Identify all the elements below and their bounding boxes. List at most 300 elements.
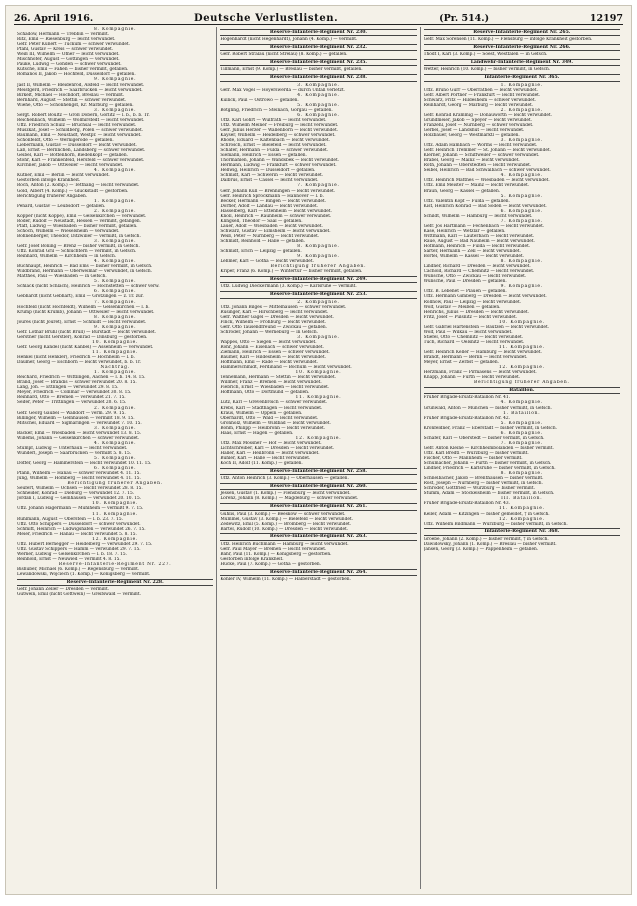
casualty-entry: Klerner, Johann — Schiffweiler — schwer verwundet. [423, 153, 540, 159]
casualty-entry: Klingsell, Theodor — Saal — gefallen. [220, 218, 303, 224]
casualty-entry: Seibel, Heinrich — Bad Schwalbach — schwer verwundet. [423, 168, 551, 174]
subheading: 8. Kompagnie. [93, 314, 137, 320]
subheading: 4. Kompagnie. [93, 440, 137, 446]
casualty-entry: Uffz. Hermann Gimberg — Dresden — leicht verwundet. [423, 294, 547, 300]
casualty-entry: Grünwald, Anton — München — bisher vermißt, in Gefsch. [423, 405, 552, 411]
casualty-entry: Dawidowsky, Johann (1. Komp.) — Breslau — bisher vermißt. [423, 541, 557, 547]
casualty-entry: Gefr. Johann Kull — Brenningen — leicht verwundet. [220, 188, 336, 194]
casualty-entry: Schmitt, Heinrich — Ludwigshafen — verwundet 26. 7. 15. [17, 526, 146, 532]
casualty-entry: Finck, Wilhelm — Frohburg — leicht verwundet. [220, 319, 326, 325]
casualty-entry: Rüsinger, Karl — Hirschberg — leicht verwundet. [220, 309, 329, 315]
casualty-entry: Böhnenberger, Theodor, Ditzwiller — vermißt, in Gefsch. [17, 233, 141, 239]
subheading: 6. Kompagnie. [500, 208, 544, 214]
casualty-entry: Reinhard, Otto — Bremen — verwundet 21. 7. 15. [17, 395, 126, 401]
subheading: 5. Kompagnie. [500, 420, 544, 426]
casualty-entry: Willems, Johann — Gelsenkirchen — schwer verwundet. [17, 435, 140, 441]
subheading: 1. Kompagnie. [93, 198, 137, 204]
regiment-heading: Reserve-Infanterie-Regiment Nr. 230. [220, 29, 416, 37]
casualty-entry: Liebermann, Gustav — Düsseldorf — leicht verwundet. [17, 143, 137, 149]
text-columns [14, 27, 623, 889]
subheading: 6. Kompagnie. [500, 430, 544, 436]
casualty-entry: Kraus, Wilhelm — Oppeln — gefallen. [220, 410, 303, 416]
casualty-entry: Weiß, Peter — Nürnberg — leicht verwundet. [220, 233, 320, 239]
subheading: 12. Kompagnie. [498, 516, 545, 522]
column-1 [14, 27, 217, 889]
casualty-entry: Ruhlmann, August — Oberstein — l. b. 23. 7. 15. [17, 516, 123, 522]
casualty-entry: Haas, Ernst — Hagen — gefallen. [220, 430, 294, 436]
casualty-entry: Raue, August — Bad Nauheim — leicht verwundet. [423, 238, 535, 244]
casualty-entry: Uffz. Heinrich Buchmann — Hamburg — leicht verwundet. [220, 541, 349, 547]
subheading: 9. Kompagnie. [93, 324, 137, 330]
casualty-entry: Döffer, Georg — Hammerstein — leicht verwundet 10. 11. 15. [17, 461, 152, 467]
casualty-entry: Schönfeldt, Otto — Wernigerode — gefallen. [17, 138, 114, 144]
subheading: Berichtigung früherer Angaben. [67, 481, 163, 487]
casualty-entry: Uffz. Karl Gohrt — Wülfrath — leicht verwundet. [220, 117, 327, 123]
casualty-entry: Gutwein, Emil (nicht Gottwein) — Greifswald — vermißt. [17, 592, 141, 598]
casualty-entry: Uffz. Konrad Gril — Schlüchtern — vermißt, in Gefsch. [17, 249, 137, 255]
subheading: 7. Kompagnie. [500, 218, 544, 224]
casualty-entry: Uffz. Otto Schippers — Düsseldorf — schwer verwundet. [17, 521, 141, 527]
header-page-number: 12197 [589, 13, 623, 24]
casualty-entry: Mummel, Gustav (3. Komp.) — Bielefeld — leicht verwundet. [220, 516, 353, 522]
casualty-entry: Muszkat, Josef — Schildberg, Polen — schwer verwundet. [17, 127, 144, 133]
casualty-entry: Groebe, Johann (2. Komp.) — bisher vermißt, † in Gefsch. [423, 536, 549, 542]
casualty-entry: Wittmann, Karl — Lauterbach — leicht verwundet. [423, 233, 535, 239]
casualty-entry: Pfahl, Gustav — Kreis — schwer verwundet. [17, 47, 114, 53]
casualty-entry: Stumpf, Ludwig — Unterhaun — leicht verwundet. [17, 445, 128, 451]
casualty-entry: Jansen, Georg (3. Komp.) — Pappenheim — gefallen. [423, 546, 539, 552]
subheading: 2. Kompagnie. [500, 107, 544, 113]
subheading: 11. Kompagnie. [92, 511, 139, 517]
subheading: 10. Kompagnie. [92, 501, 139, 507]
casualty-entry: Thodt I, Karl (3. Komp.) — Soest, Westfalen — in Gefsch. [423, 52, 548, 58]
casualty-entry: Cachold, Richard — Chemnitz — leicht verwundet. [423, 269, 535, 275]
casualty-entry: Meier, Friedrich — Hanau — leicht verwundet 5. 8. 15. [17, 531, 137, 537]
subheading: 12. Kompagnie. [498, 365, 545, 371]
casualty-entry: Lorenz, Johann (8. Komp.) — Magdeburg — schwer verwundet. [220, 496, 359, 502]
subheading: 4. Kompagnie. [500, 173, 544, 179]
casualty-entry: Meyer, Ernst — Zerbst — gefallen. [423, 360, 499, 366]
casualty-entry: Schäfer, Hermann — Fulda — schwer verwundet. [220, 148, 329, 154]
casualty-entry: Gefr. Paul Mayer — Bremen — leicht verwundet. [220, 546, 327, 552]
subheading: 11. Kompagnie. [295, 395, 342, 401]
subheading: 4. Kompagnie. [297, 92, 340, 98]
casualty-entry: Hellwig, Heinrich — Düsseldorf — gefallen. [220, 168, 316, 174]
casualty-entry: Reichard, Friedrich — Wittlingen, Aachen — l. b. 14. 8. 15. [17, 375, 146, 381]
casualty-entry: Uffz. Hubert Bernegger — Heidelberg — verwundet 29. 7. 15. [17, 541, 153, 547]
casualty-entry: Käse, Heinrich — Wetzlar — gefallen. [423, 228, 506, 234]
casualty-entry: Früher Brigade-Ersatz-Bataillon Nr. 42. [423, 415, 510, 421]
casualty-entry: Koch II, Adolf (11. Komp.) — gefallen. [220, 461, 303, 467]
subheading: 9. Kompagnie. [500, 284, 544, 290]
casualty-entry: Meistgerd, Friedrich — Saarbrücken — leicht verwundet. [17, 87, 143, 93]
casualty-entry: Schmidt, Karl — Schwerin — leicht verwundet. [220, 173, 324, 179]
casualty-entry: Braun, Georg — Kassel — gefallen. [423, 188, 501, 194]
casualty-entry: Holzbauer, Georg — Westmarktl — gefallen. [423, 132, 520, 138]
casualty-entry: Uffz. Wilhelm Bildmann — Würzburg — bisher vermißt, in Gefsch. [423, 521, 568, 527]
casualty-entry: Gestorben infolge Krankheit. [220, 556, 284, 562]
casualty-entry: Pfaff, Ludwig — Wiesbaden — bisher vermißt, gefallen. [17, 223, 138, 229]
regiment-heading: Reserve-Infanterie-Regiment Nr. 265. [424, 29, 620, 37]
subheading: 11. Kompagnie. [92, 350, 139, 355]
casualty-entry: Billinger, Wilhelm — Gelnhausen — vermißt 18. 9. 15. [17, 415, 135, 421]
casualty-entry: Wolf, Gustav — Meißen — gefallen. [423, 304, 501, 310]
subheading: 7. Kompagnie. [297, 183, 340, 189]
casualty-entry: Schnelbacher, Jakob — Brenthausen — bisher vermißt. [423, 476, 544, 482]
casualty-entry: Hammerschmidt, Ferdinand — Bochum — leicht verwundet. [220, 365, 352, 371]
casualty-entry: Hofmann, Heinrich — Fulda — leicht verwundet. [423, 244, 531, 250]
casualty-entry: Berichtigung früherer Angaben. [17, 193, 88, 199]
casualty-entry: Gefr. Max Sorensen (11. Komp.) — Flensburg — infolge Krankheit gestorben. [423, 37, 593, 43]
subheading: 2. Kompagnie. [93, 405, 137, 411]
subheading: 3. Kompagnie. [297, 334, 340, 340]
subheading: 5. Kompagnie. [93, 279, 137, 285]
casualty-entry: Früher Brigade-Ersatz-Bataillon Nr. 41. [423, 395, 510, 401]
casualty-entry: Reinhard, Wilhelm — Kirchheim — in Gefsch. [17, 254, 117, 260]
subheading: 12. Kompagnie. [295, 435, 342, 441]
casualty-entry: Schlack (nicht Schlach), Heinrich — Hochstetten — schwer verw. [17, 284, 160, 290]
casualty-entry: Fritz, Josef — Pulsnitz — leicht verwundet. [423, 314, 518, 320]
casualty-entry: Schmidt, Erich — Leipzig — gefallen. [220, 249, 302, 255]
casualty-entry: Rohr, Johann — Eisenach — schwer verwundet. [220, 344, 324, 350]
casualty-entry: Uffz. Adam Hambach — Worms — leicht verwundet. [423, 143, 538, 149]
column-3 [421, 27, 623, 889]
header-title: Deutsche Verlustlisten. [193, 13, 339, 24]
casualty-entry: Uffz. Karl Bredtl — Würzburg — bisher vermißt. [423, 450, 529, 456]
casualty-entry: Baumann, Emil — Neustadt, Westpr. — leicht verwundet. [17, 132, 142, 138]
subheading: 1. Kompagnie. [93, 370, 137, 376]
casualty-entry: Bernhard, August — Stettin — schwer verwundet. [17, 97, 127, 103]
casualty-entry: Haller, Karl — Heilbronn — leicht verwundet. [220, 450, 320, 456]
casualty-entry: Rhode, Eduard — Kaltenbach — leicht verwundet. [220, 138, 330, 144]
casualty-entry: Penard, Gustav — Leubsdorf — gefallen. [17, 203, 106, 209]
casualty-entry: Reichenbach, Wilhelm — Wolmirstedt — leicht verwundet. [17, 117, 145, 123]
subheading: 2. Kompagnie. [297, 299, 340, 305]
casualty-entry: Oberhardt, Otto — Wald — leicht verwundet. [220, 415, 319, 421]
casualty-entry: Wildbrand, Hermann — Oberweimar — verwundet, in Gefsch. [17, 269, 152, 275]
subheading: 10. Kompagnie. [498, 319, 545, 325]
casualty-entry: Rollnow, Paul — Leipzig — leicht verwundet. [423, 299, 522, 305]
regiment-heading: Reserve-Infanterie-Regiment Nr. 260. [220, 483, 416, 491]
casualty-entry: Dalbrus, Ernst — Cassel — leicht verwundet. [220, 178, 319, 184]
casualty-entry: Schröder, Gottfried — Würzburg — bisher vermißt. [423, 486, 536, 492]
casualty-entry: Wünsche, Otto — Zwickau — leicht verwundet. [423, 274, 527, 280]
casualty-entry: Wiehe, Otto — Schönhengst, Kr. Marburg — gefallen. [17, 102, 134, 108]
casualty-entry: Hochfeld (nicht Hochfeldt), Wilhelm — Gelsenkirchen — l. b. [17, 304, 150, 310]
casualty-entry: Gefr. Josef Böning — Brenz — bisher vermißt, in Gefsch. [17, 244, 140, 250]
casualty-entry: Böhm, Philipp — Heilbronn — leicht verwundet. [220, 425, 326, 431]
casualty-entry: Gühlis, Paul (3. Komp.) — Beeskow — schwer verwundet. [220, 511, 346, 517]
casualty-entry: Kriper, Franz (6. Komp.) — Wintertur — bisher vermißt, gefallen. [220, 269, 363, 275]
casualty-entry: Schröder, Johann — Werneburg — in Gefsch. [220, 329, 319, 335]
casualty-entry: Zedewitz, Emil (5. Komp.) — Bromberg — leicht verwundet. [220, 521, 352, 527]
casualty-entry: Uffz. Anton Heinrich (3. Komp.) — Oberhausen — gefallen. [220, 476, 349, 482]
casualty-entry: Kist, Heinrich Konrad — Bad Soden — leicht verwundet. [423, 203, 547, 209]
casualty-entry: Stiefel, Otto — Chemnitz — leicht verwundet. [423, 334, 524, 340]
casualty-entry: Gefr. Max Vogel — Hoyerswerda — durch Unfall verletzt. [220, 87, 345, 93]
regiment-heading: Bataillon. [424, 387, 620, 395]
subheading: 10. Kompagnie. [92, 339, 139, 345]
subheading: 1. Kompagnie. [500, 82, 544, 88]
casualty-entry: Uffz. Heinrich Matthes — Wiesbaden — leicht verwundet. [423, 178, 550, 184]
subheading: 4. Kompagnie. [93, 168, 137, 174]
casualty-entry: Schrösch, Ernst — Bielefeld — leicht verwundet. [220, 143, 327, 149]
subheading: 9. Kompagnie. [297, 254, 340, 260]
casualty-entry: Ritz, Emil — Riesenburg — leicht verwundet. [17, 37, 116, 43]
casualty-entry: Hermann, Ludwig — Frankfurt — schwer verwundet. [220, 163, 337, 169]
casualty-entry: Hogenhardt (nicht Hegenhardt), Johann (4. Komp.) — vermißt. [220, 37, 358, 43]
casualty-entry: Fischer, Otto — Mannheim — bisher vermißt. [423, 455, 523, 461]
casualty-entry: Köhler IV, Wilhelm (11. Komp.) — Halberstadt — gestorben. [220, 577, 351, 583]
casualty-entry: Schneider, Konrad — Dieburg — verwundet 12. 7. 15. [17, 491, 135, 497]
page-header [14, 9, 623, 25]
regiment-heading: Reserve-Infanterie-Regiment Nr. 228. [17, 579, 213, 587]
regiment-heading: Reserve-Infanterie-Regiment Nr. 232. [220, 44, 416, 52]
casualty-entry: Wappes, Otto — Siegen — leicht verwundet. [220, 339, 317, 345]
casualty-entry: Gefr. Walther Gagel — Dresden — leicht verwundet. [220, 314, 334, 320]
casualty-entry: Gefr. Heinrich Keller — Hamburg — leicht verwundet. [423, 350, 542, 355]
subheading: Berichtigung früherer Angaben. [473, 380, 570, 386]
casualty-entry: Lutz, Karl — Grevenbroich — schwer verwundet. [220, 400, 328, 406]
casualty-entry: Lichtschreiber, Karl — Dresden — leicht verwundet. [220, 445, 335, 451]
regiment-heading: Reserve-Infanterie-Regiment Nr. 264. [220, 569, 416, 577]
casualty-entry: Mischhöfer, August — Göttingen — verwundet. [17, 57, 120, 63]
subheading: 1. Bataillon. [503, 410, 541, 416]
casualty-entry: Wetter, Heinrich (10. Komp.) — bisher vermißt, in Gefsch. [423, 67, 551, 73]
casualty-entry: Matthes, Paul — Wiesbaden — in Gefsch. [17, 274, 107, 280]
casualty-entry: Uffz. Ludwig Dieckermann (3. Komp.) — Karlsruhe — vermißt. [220, 284, 357, 290]
casualty-entry: Kutsche, Emil — Fähen — bisher vermißt, gefallen. [17, 67, 129, 73]
casualty-entry: Krebs, Karl — Stadthagen — leicht verwundet. [220, 405, 323, 411]
casualty-entry: Meyer, Friedrich — Cölnmar — verwundet 30. 8. 15. [17, 390, 132, 396]
casualty-entry: Kayser, Wilhelm — Heidelberg — schwer verwundet. [220, 132, 336, 138]
casualty-entry: Lindner, Richard — Dresden — leicht verwundet. [423, 264, 531, 270]
casualty-entry: Bötgling, Friedrich — Steinach, Gorgau — gefallen. [220, 107, 333, 113]
casualty-entry: Geibel, Karl — Bottenhorn, Biedenkopf — gefallen. [17, 153, 128, 159]
subheading: 3. Kompagnie. [500, 138, 544, 144]
subheading: 12. Kompagnie. [92, 536, 139, 542]
casualty-entry: Brandt, Hermann — Berlin — leicht verwundet. [423, 355, 528, 361]
casualty-entry: Bartel, Rudolf (10. Komp.) — Dresden — leicht verwundet. [220, 526, 349, 532]
casualty-entry: Bishuber, Michael (6. Komp.) — Regensburg — vermißt. [17, 567, 140, 573]
casualty-entry: Gebhardt (nicht Gebhart), Emil — Grötzingen — z. Tr. zur. [17, 294, 144, 300]
casualty-entry: Tennemann, Hermann — Stettin — leicht verwundet. [220, 375, 336, 381]
column-2 [217, 27, 420, 889]
casualty-entry: Schumacher, Johann — Fürth — bisher vermißt, in Gefsch. [423, 461, 552, 467]
casualty-entry: Franzehl, Josef — Nürnberg — schwer verwundet. [423, 122, 534, 128]
casualty-entry: Gefr. Robert Stralau (nicht Strelau) (8. Komp.) — gefallen. [220, 52, 348, 58]
subheading: 8. Kompagnie. [500, 471, 544, 477]
casualty-entry: Gefr. Albert Portner — Frankfurt — leicht verwundet. [423, 92, 541, 98]
casualty-entry: Bäcker, Emil — Wiesbaden — leicht verwundet 13. 8. 15. [17, 430, 142, 436]
casualty-entry: Kullick, Paul — Ostrowo — gefallen. [220, 97, 299, 103]
subheading: 4. Kompagnie. [500, 400, 544, 406]
regiment-heading: Reserve-Infanterie-Regiment Nr. 238. [220, 74, 416, 82]
regiment-heading: Reserve-Infanterie-Regiment Nr. 258. [220, 468, 416, 476]
casualty-entry: Schoch, Wilhelm — Wieselsheim — verwundet. [17, 228, 120, 234]
subheading: 6. Kompagnie. [93, 289, 137, 295]
casualty-entry: Daumer, Georg — Eschborn — leicht verwundet, b. b. Tr. [17, 360, 142, 366]
casualty-entry: Henkel (nicht Henkler), Friedrich — Hochheim — l. b. [17, 355, 135, 361]
casualty-entry: Gronholz, Wilhelm — Wildbad — leicht verwundet. [220, 420, 331, 426]
casualty-entry: Früher Brigade-Ersatz-Bataillon Nr. 43. [423, 501, 510, 507]
casualty-entry: Hoffmann, Otto — Dortmund — gefallen. [220, 390, 310, 396]
subheading: 10. Kompagnie. [295, 370, 342, 376]
casualty-entry: Uffz. Max Mössner — Hof — leicht verwundet. [220, 440, 322, 446]
regiment-heading: Reserve-Infanterie-Regiment Nr. 249. [220, 276, 416, 284]
casualty-entry: Mitschel, Eduard — Sigmaringen — verwundet 7. 10. 15. [17, 420, 142, 426]
regiment-heading: Landwehr-Infanterie-Regiment Nr. 349. [424, 59, 620, 67]
casualty-entry: Hucke, Paul (7. Komp.) — Gotha — gestorben. [220, 561, 322, 567]
subheading: 3. Kompagnie. [93, 238, 137, 244]
casualty-entry: Köpper (nicht Köppe), Emil — Gelsenkirchen — verwundet. [17, 213, 147, 219]
subheading: 6. Kompagnie. [93, 466, 137, 472]
casualty-entry: Uffz. Johann Bilges — Mittelhausen — schwer verwundet. [220, 304, 347, 310]
casualty-entry: Roch, Anton (2. Komp.) — Tettnang — leicht verwundet. [17, 183, 140, 189]
casualty-entry: Uffz. Valentin Kopf — Fulda — gefallen. [423, 198, 510, 204]
header-date: 26. April 1916. [14, 13, 94, 24]
casualty-entry: Reinhardt, Georg — Marburg — leicht verwundet. [423, 102, 534, 108]
casualty-entry: Krump (nicht Krumb), Johann — Ottweiler — leicht verwundet. [17, 309, 155, 315]
casualty-entry: Keller, Adam — Kitzingen — bisher gemeldet, † in Gefsch. [423, 511, 550, 517]
casualty-entry: Kütner, Emil — Berlin — leicht verwundet. [17, 173, 110, 179]
casualty-entry: Gold, Albert (4. Komp.) — Glückstadt — gestorben. [17, 188, 129, 194]
casualty-entry: Gefr. Jos Hartmann — Fechenbach — leicht verwundet. [423, 223, 545, 229]
casualty-entry: Schildt, Wilhelm — Hamburg — leicht verwundet. [423, 213, 533, 219]
casualty-entry: Sarter, Hermann — Zell — leicht verwundet. [423, 249, 521, 255]
casualty-entry: Uffz. Wilhelm Meiner — Freiburg — leicht verwundet. [220, 122, 339, 128]
subheading: 3. Kompagnie. [93, 425, 137, 431]
casualty-entry: Gefr. Gabriel Hartenstein — Bautzen — leicht verwundet. [423, 324, 550, 330]
casualty-entry: Fiebrich, Ernst — Wiesbaden — leicht verwundet. [220, 385, 330, 391]
casualty-entry: Schwarz, Fritz — Hildesheim — schwer verwundet. [423, 97, 536, 103]
casualty-entry: Grundmeier, Jakob — Speyer — leicht verwundet. [423, 117, 533, 123]
casualty-entry: Brabel, Georg — Mainz — leicht verwundet. [423, 158, 520, 164]
casualty-entry: Schäfer, Karl — Oberstedt — bisher vermißt, in Gefsch. [423, 435, 545, 441]
subheading: 7. Kompagnie. [500, 440, 544, 446]
subheading: 5. Kompagnie. [500, 193, 544, 199]
subheading: Reserve-Infanterie-Regiment Nr. 227. [58, 561, 172, 567]
casualty-entry: Dörfler, Adolf — Landau — leicht verwundet. [220, 203, 319, 209]
casualty-entry: Tillmann, Ernst (9. Komp.) — Breslau — bisher vermißt, gefallen. [220, 67, 363, 73]
casualty-entry: Schmidt, Reinhold — Halle — gefallen. [220, 238, 306, 244]
casualty-entry: Gefr. Heinrich Sprockmann — Hannover — l. b. [220, 193, 324, 199]
casualty-entry: Gefr. Georg Gaubel — Walldorf — verm. 29. 9. 15. [17, 410, 126, 416]
subheading: 6. Kompagnie. [297, 112, 340, 118]
casualty-entry: Laß, Ernst — Berlinchen, Landsberg — schwer verwundet. [17, 148, 146, 154]
subheading: 2. Kompagnie. [93, 208, 137, 214]
regiment-heading: Infanterie-Regiment Nr. 365. [424, 74, 620, 82]
casualty-entry: Uffz. Emil Meister — Mainz — leicht verwundet. [423, 183, 530, 189]
casualty-entry: Pauke, Ludwig — Gohden — schwer verwundet. [17, 62, 122, 68]
casualty-entry: Gerstner (nicht Gerstler), Konrad — Dinsburg — gestorben. [17, 334, 148, 340]
casualty-entry: Buchhaupt, Heinrich — Bad Ems — bisher vermißt, in Gefsch. [17, 264, 153, 270]
casualty-entry: Rost, Joseph — Nürnberg — bisher vermißt, in Gefsch. [423, 481, 543, 487]
casualty-entry: Knoll, Heinrich — Raunheim — schwer verwundet. [220, 213, 332, 219]
casualty-entry: Tuch, Richard — Oelsnitz — leicht verwundet. [423, 339, 525, 345]
casualty-entry: Stumm, Adam — Stöckelsheim — bisher vermißt, in Gefsch. [423, 491, 555, 497]
casualty-entry: Hoffmann, Emil — Rade — leicht verwundet. [220, 360, 319, 366]
subheading: 8. Kompagnie. [500, 259, 544, 265]
casualty-entry: Jung, Wilhelm — Homberg — leicht verwundet 4. 11. 15. [17, 476, 141, 482]
casualty-entry: Gefr. Julius Herzer — Wallenborn — leicht verwundet. [220, 127, 339, 133]
casualty-entry: Reinhold, Ernst — Neuwied — vermißt 4. 8. 15. [17, 556, 121, 562]
casualty-entry: Birkelt, Michael — Hochdorf, Breslau — vermißt. [17, 92, 125, 98]
subheading: Nachtrag. [100, 365, 130, 371]
casualty-entry: Kirchner, Jakob — Ottweiler — leicht verwundet. [17, 163, 124, 169]
subheading: 8. Kompagnie. [93, 27, 137, 32]
casualty-entry: Seufert, Wilhelm — Ochsen — leicht verwundet 28. 8. 15. [17, 486, 143, 492]
casualty-entry: Jordan I, Ludwig — Gelnhausen — verwundet 20. 10. 15. [17, 496, 142, 502]
casualty-entry: Brand, Josef — Brandis — schwer verwundet 20. 8. 15. [17, 380, 137, 386]
subheading: 7. Kompagnie. [93, 299, 137, 305]
casualty-entry: Gefr. Heinrich Tremmer — St. Johann — leicht verwundet. [423, 148, 551, 154]
casualty-entry: Becker, Hermann — Bingen — leicht verwundet. [220, 198, 327, 204]
casualty-entry: Sergt. Robert Boultz — Groß Döbern, Görlitz — l. b., b. b. Tr. [17, 112, 150, 118]
casualty-entry: Willmer, Franz — Bremen — leicht verwundet. [220, 380, 322, 386]
casualty-entry: Uffz. Bruno Gürr — Oberrathen — leicht verwundet. [423, 87, 538, 93]
casualty-entry: Gefr. Lothar Brühl (nicht Brüll) — Bürstadt — leicht verwundet. [17, 329, 156, 335]
subheading: 4. Kompagnie. [93, 259, 137, 265]
casualty-entry: Lehmer, Karl — Gotha — leicht verwundet. [220, 259, 314, 265]
casualty-entry: Wolf, Paul — Wilkau — leicht verwundet. [423, 329, 513, 335]
regiment-heading: Reserve-Infanterie-Regiment Nr. 235. [220, 59, 416, 67]
casualty-entry: Gefr. Otto Tausendfreund — Zwickau — gefallen. [220, 324, 328, 330]
casualty-entry: Stöhr, Karl — Frankenfeld, Hersfeld — schwer verwundet. [17, 158, 145, 164]
subheading: 11. Kompagnie. [498, 344, 545, 350]
casualty-entry: Uffz. B. Lebenet — Plauen — gefallen. [423, 289, 507, 295]
casualty-entry: Gefr. Peter Kunert — Tuckum — schwer verwundet. [17, 42, 130, 48]
casualty-entry: Roder, Rudolf — Neustadt, Hessen — vermißt, gefangen. [17, 218, 142, 224]
casualty-entry: Gefr. Johann Zeller — Dresden — vermißt. [17, 587, 110, 593]
subheading: Berichtigung früherer Angaben. [270, 264, 367, 270]
casualty-entry: Lindner, Friedrich — Karlsruhe — bisher vermißt, in Gefsch. [423, 466, 556, 472]
casualty-entry: Gefr. Georg Kandel (nicht Kanbel) — Assenheim — verwundet. [17, 344, 154, 350]
subheading: 3. Kompagnie. [297, 82, 340, 88]
casualty-entry: Henrichs, Julius — Dresden — leicht verwundet. [423, 309, 530, 315]
casualty-entry: Uffz. Gustav Schippers — Hamm — verwundet 29. 7. 15. [17, 546, 141, 552]
casualty-entry: Uffz. Friedrich Schulz — Bruchsal — leicht verwundet. [17, 122, 137, 128]
casualty-entry: Gefr. Konrad Krammig — Donauwörth — leicht verwundet. [423, 112, 552, 118]
casualty-entry: Seifer, Peter — Trittlingen — verwundet 20. 6. 15. [17, 400, 127, 406]
subheading: 9. Kompagnie. [93, 77, 137, 83]
casualty-entry: Wunderl, Joseph — Saarbrücken — vermißt 5. 8. 15. [17, 450, 132, 456]
casualty-entry: Siemann, Heinrich — Essen — gefallen. [220, 153, 307, 159]
newspaper-page [6, 6, 631, 894]
casualty-entry: Schadow, Hermann — Trebbin — vermißt. [17, 32, 110, 38]
casualty-entry: Roth, Johann — Oberstedten — leicht verwundet. [423, 163, 532, 169]
casualty-entry: Lang, Joh. — Ettlingen — verwundet 29. 8. 15. [17, 385, 119, 391]
casualty-entry: Gestorben infolge Krankheit. [17, 178, 81, 184]
header-issue: (Pr. 514.) [439, 13, 490, 24]
casualty-entry: Knapp, Johann — Fürth — leicht verwundet. [423, 375, 521, 381]
casualty-entry: Hasselberg, Karl — Ettenheim — leicht verwundet. [220, 208, 332, 214]
subheading: 3. Kompagnie. [93, 107, 137, 113]
casualty-entry: Schwarz, Gustav — Eimsheim — leicht verwundet. [220, 228, 331, 234]
regiment-heading: Reserve-Infanterie-Regiment Nr. 266. [424, 44, 620, 52]
casualty-entry: Jessen, Gustav (1. Komp.) — Flensburg — leicht verwundet. [220, 491, 351, 497]
casualty-entry: Joures (nicht Jouret), Ernst — Schmidt — leicht verwundet. [17, 319, 147, 325]
regiment-heading: Reserve-Infanterie-Regiment Nr. 263. [220, 533, 416, 541]
casualty-entry: Ziemann, Heinrich — Essen — schwer verwundet. [220, 350, 330, 355]
casualty-entry: Pfann, Wilhelm — Hanau — schwer verwundet 4. 11. 15. [17, 471, 141, 477]
casualty-entry: Herzmann, Franz — Pirmasens — leicht verwundet. [423, 370, 537, 376]
regiment-heading: Infanterie-Regiment Nr. 368. [424, 528, 620, 536]
subheading: 11. Kompagnie. [498, 506, 545, 512]
casualty-entry: Lewandowski, Wojciech (1. Komp.) — Königsberg — vermißt. [17, 572, 151, 578]
casualty-entry: Baumer, Karl — Hildesheim — leicht verwundet. [220, 355, 326, 361]
casualty-entry: Kronfeldner, Franz — Eberstadt — bisher vermißt, in Gefsch. [423, 425, 557, 431]
